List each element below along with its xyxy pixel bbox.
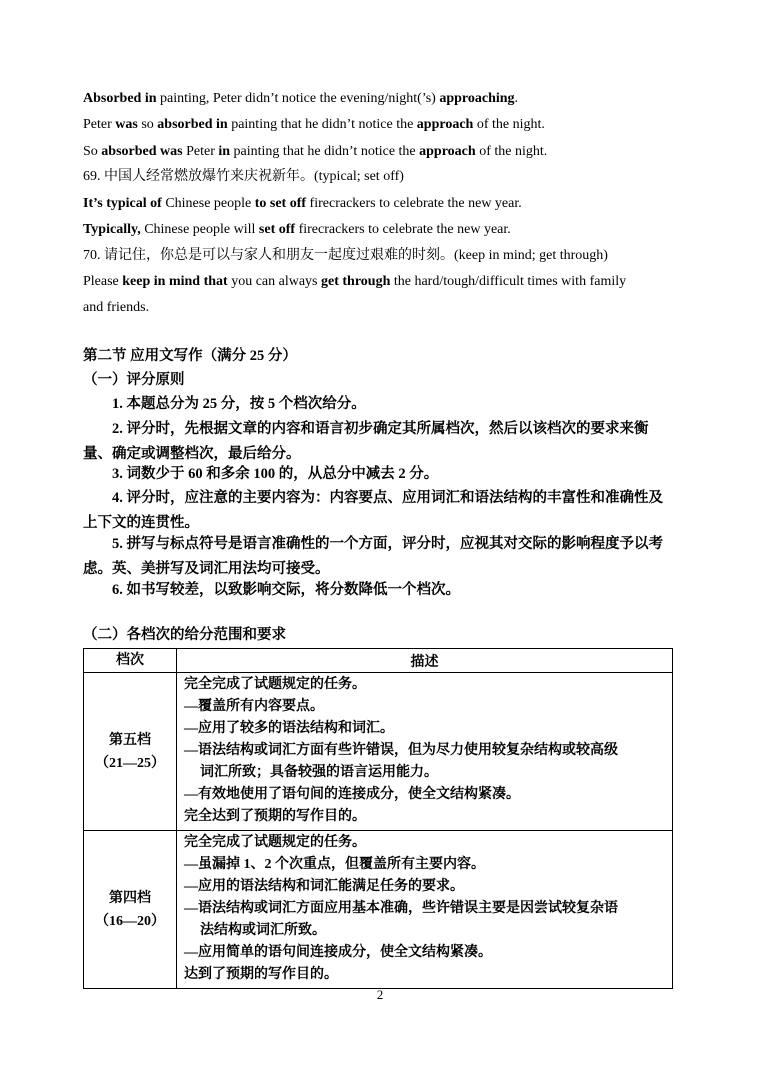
description-line: —语法结构或词汇方面有些许错误，但为尽力使用较复杂结构或较高级 [184,743,618,758]
key-phrase: keep in mind that [122,274,228,289]
answer-line [83,90,518,108]
grade-description-cell [177,673,673,831]
text-segment: . [514,91,519,106]
key-phrase: approach [416,117,474,132]
description-line: —有效地使用了语句间的连接成分，使全文结构紧凑。 [184,787,520,802]
text-segment: painting that he didn’t notice the [230,144,420,159]
key-phrase: get through [321,274,391,289]
text-segment: painting that he didn’t notice the [227,117,417,132]
answer-line [83,247,608,265]
text-segment: Peter [83,117,116,132]
key-phrase: absorbed was [101,144,183,159]
principle-4: 4. 评分时，应注意的主要内容为：内容要点、应用词汇和语法结构的丰富性和准确性及上下文的连贯性。 [83,490,663,531]
key-phrase: in [218,144,231,159]
table-row [84,673,673,831]
description-line: —应用的语法结构和词汇能满足任务的要求。 [184,879,464,894]
text-segment: Chinese people [161,196,255,211]
description-line: 完全完成了试题规定的任务。 [184,835,366,850]
table-row [84,831,673,989]
description-line: 法结构或词汇所致。 [200,923,326,938]
text-segment: Please [83,274,123,289]
principle-5: 5. 拼写与标点符号是语言准确性的一个方面，评分时，应视其对交际的影响程度予以考虑。英、美拼写及词汇用法均可接受。 [83,536,663,577]
principle-6: 6. 如书写较差，以致影响交际，将分数降低一个档次。 [112,582,460,598]
answer-line [83,116,545,134]
text-segment: 70. 请记住，你总是可以与家人和朋友一起度过艰难的时刻。(keep in mind; get through) [83,248,608,263]
text-segment: of the night. [475,144,548,159]
grade-range: （16—20） [95,913,165,929]
principle-3: 3. 词数少于 60 和多余 100 的，从总分中减去 2 分。 [112,466,439,482]
key-phrase: Absorbed in [83,91,157,106]
description-line: 完全完成了试题规定的任务。 [184,677,366,692]
answer-line [83,143,547,161]
description-line: —覆盖所有内容要点。 [184,699,324,714]
grading-table [83,648,673,989]
ranges-title: （二）各档次的给分范围和要求 [83,627,286,643]
text-segment: firecrackers to celebrate the new year. [295,222,511,237]
description-line: 词汇所致；具备较强的语言运用能力。 [200,765,438,780]
principle-1: 1. 本题总分为 25 分，按 5 个档次给分。 [112,396,366,412]
description-line: —虽漏掉 1、2 个次重点，但覆盖所有主要内容。 [184,857,485,872]
description-line: —应用了较多的语法结构和词汇。 [184,721,394,736]
page-number: 2 [376,987,384,1002]
answer-line [83,299,149,317]
text-segment: and friends. [83,300,150,315]
key-phrase: It’s typical of [83,196,162,211]
text-segment: painting, Peter didn’t notice the evening/night(’s) [156,91,440,106]
text-segment: Chinese people will [140,222,259,237]
key-phrase: approaching [439,91,515,106]
text-segment: the hard/tough/difficult times with family [390,274,627,289]
answer-line [83,273,626,291]
answer-line [83,221,511,239]
text-segment: of the night. [473,117,545,132]
principles-title: （一）评分原则 [83,372,185,388]
header-level: 档次 [84,649,177,673]
table-header-row [84,649,673,673]
text-segment: 69. 中国人经常燃放爆竹来庆祝新年。(typical; set off) [83,169,404,184]
key-phrase: approach [419,144,476,159]
key-phrase: absorbed in [157,117,228,132]
description-line: 完全达到了预期的写作目的。 [184,809,366,824]
text-segment: So [83,144,102,159]
grade-level: 第五档 [109,732,151,748]
text-segment: you can always [227,274,321,289]
text-segment: Peter [182,144,219,159]
key-phrase: was [115,117,138,132]
grade-level-cell [84,673,177,831]
key-phrase: set off [258,222,296,237]
text-segment: so [137,117,158,132]
grade-range: （21—25） [95,755,165,771]
description-line: —语法结构或词汇方面应用基本准确，些许错误主要是因尝试较复杂语 [184,901,618,916]
text-segment: firecrackers to celebrate the new year. [306,196,522,211]
header-description: 描述 [177,649,673,673]
key-phrase: to set off [254,196,307,211]
section-title: 第二节 应用文写作（满分 25 分） [83,348,297,364]
answer-line [83,195,522,213]
description-line: 达到了预期的写作目的。 [184,967,338,982]
principle-2: 2. 评分时，先根据文章的内容和语言初步确定其所属档次，然后以该档次的要求来衡量、确定或调整档次，最后给分。 [83,421,649,462]
answer-line [83,168,404,186]
grade-level-cell [84,831,177,989]
key-phrase: Typically, [83,222,141,237]
grade-description-cell [177,831,673,989]
description-line: —应用简单的语句间连接成分，使全文结构紧凑。 [184,945,492,960]
grade-level: 第四档 [109,890,151,906]
